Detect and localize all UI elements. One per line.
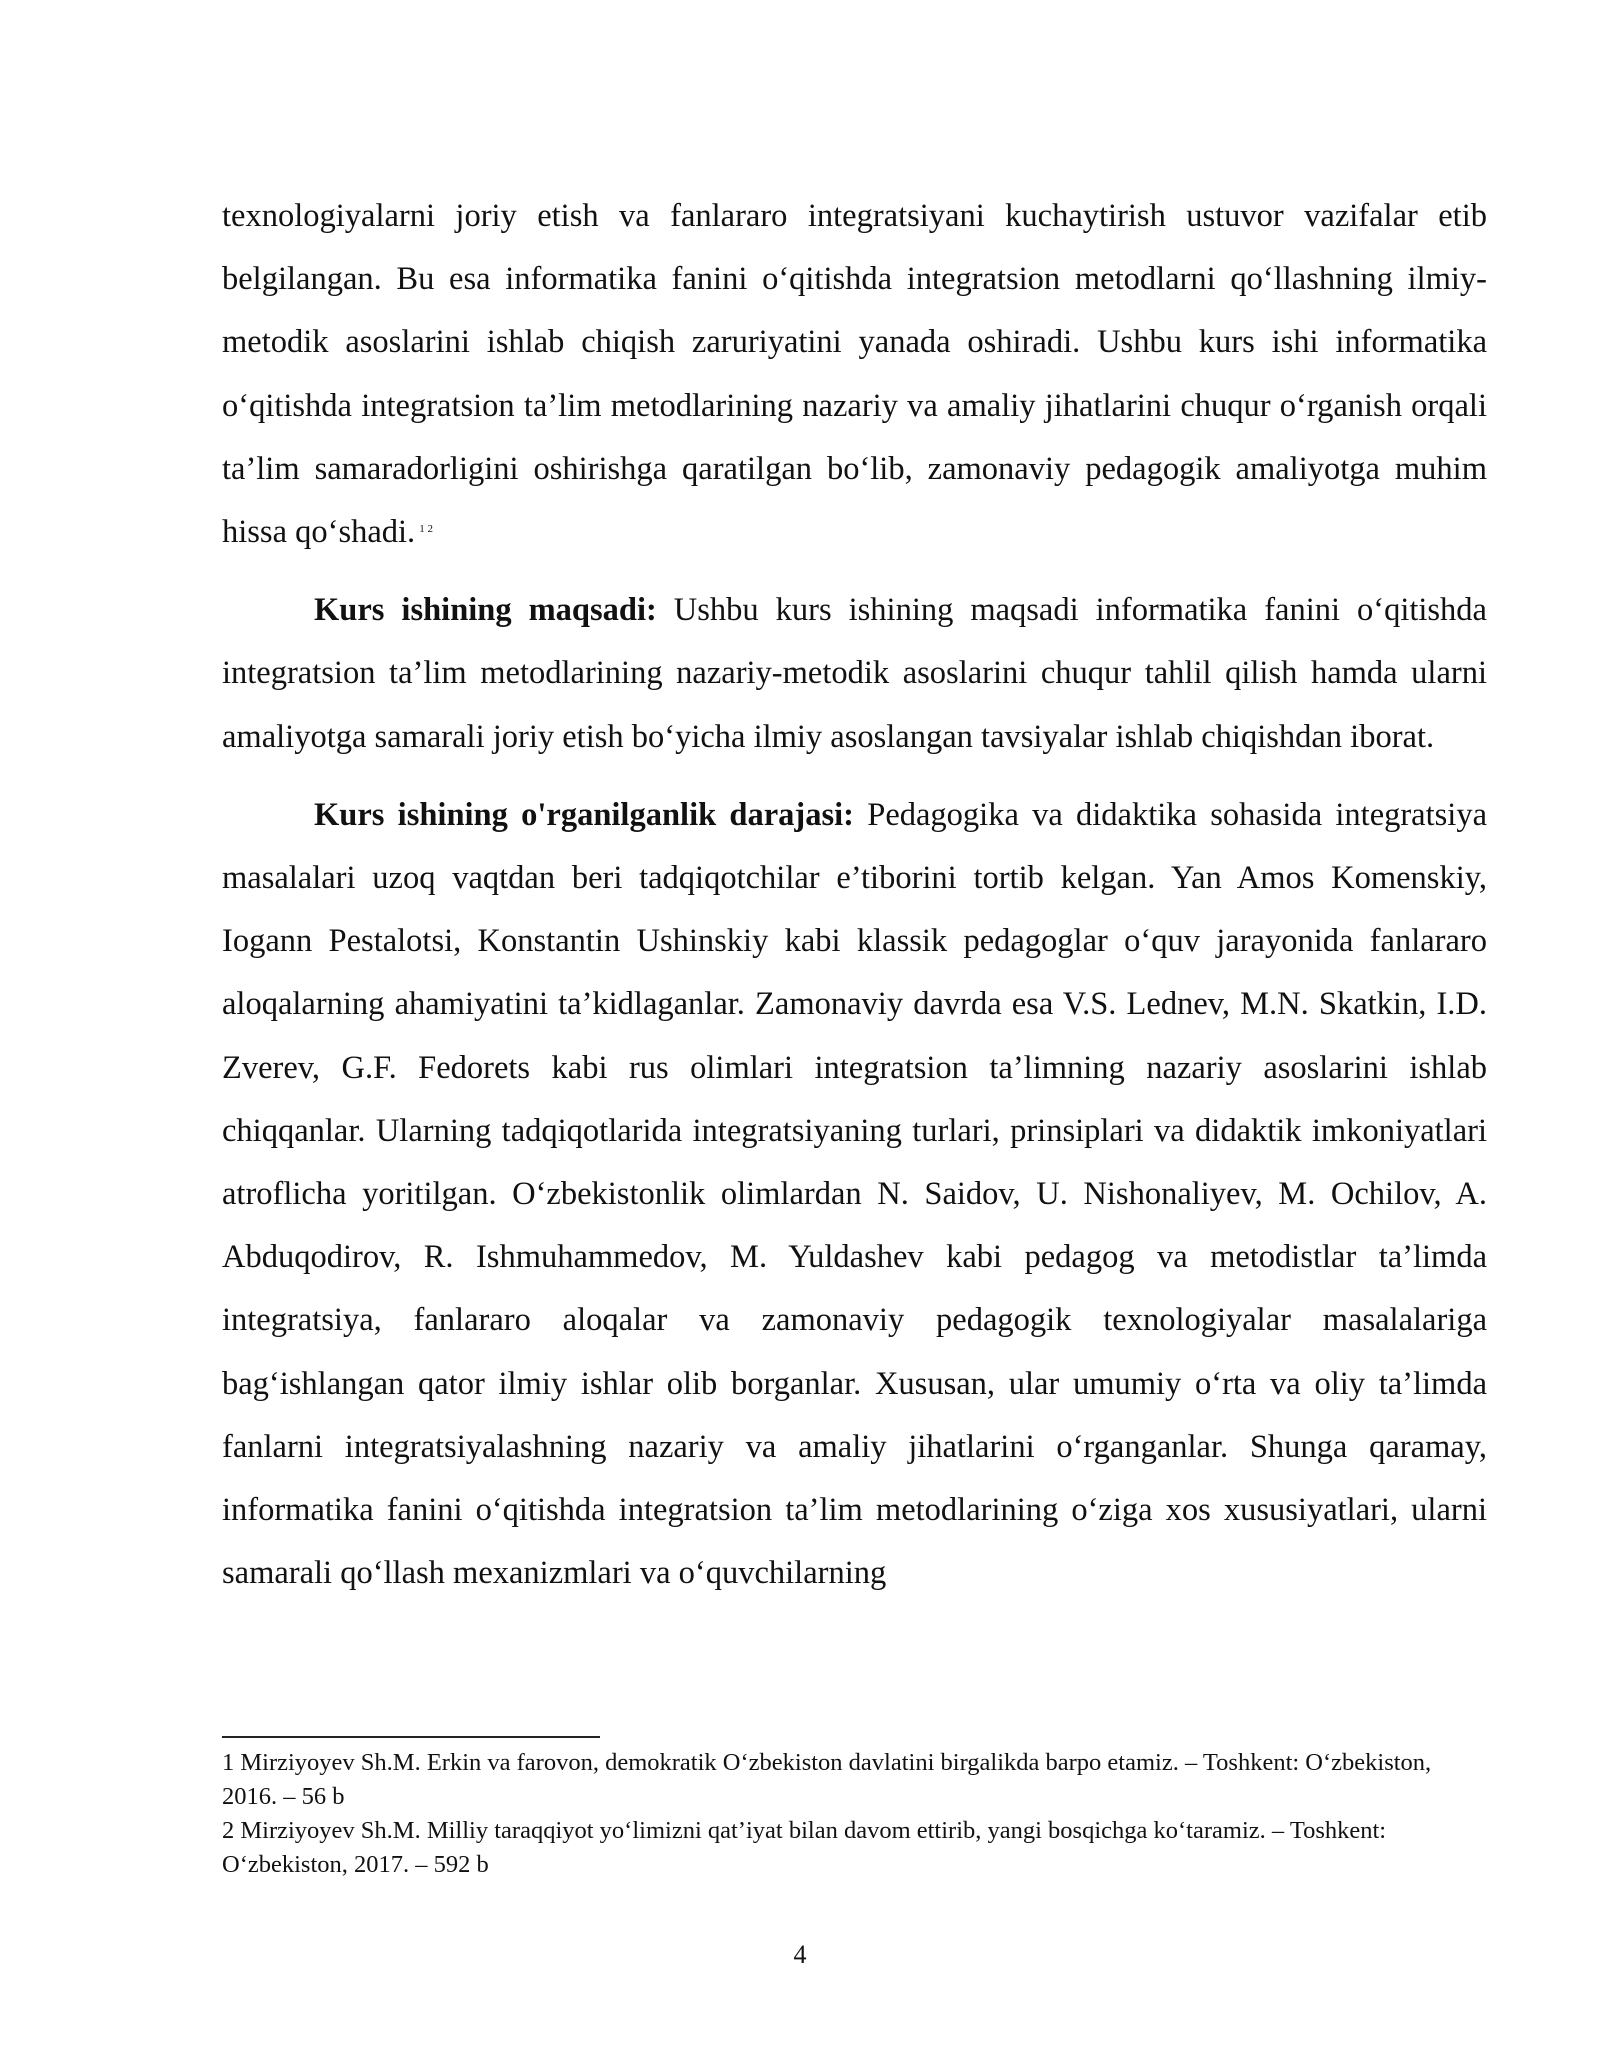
- footnotes: [222, 1746, 1492, 1882]
- paragraph-1: [222, 185, 1487, 564]
- paragraph-purpose: [222, 579, 1487, 769]
- study-level-heading: Kurs ishining o'rganilganlik darajasi:: [314, 796, 854, 833]
- body-text: [222, 185, 1487, 1605]
- footnote-separator: [222, 1736, 600, 1738]
- purpose-text: Ushbu kurs ishining maqsadi informatika fanini o‘qitishda integratsion ta’lim metodlarining nazariy-metodik asoslarini chuqur tahlil qilish hamda ularni amaliyotga samarali joriy etish bo‘yicha ilmiy asoslangan tavsiyalar ishlab chiqishdan iborat.: [222, 592, 1487, 755]
- footnote-2: 2 Mirziyoyev Sh.M. Milliy taraqqiyot yo‘limizni qat’iyat bilan davom ettirib, yangi bosqichga ko‘taramiz. – Toshkent: O‘zbekiston, 2017. – 592 b: [222, 1817, 1387, 1878]
- page-number: 4: [793, 1940, 807, 1969]
- footnote-1: 1 Mirziyoyev Sh.M. Erkin va farovon, demokratik O‘zbekiston davlatini birgalikda barpo etamiz. – Toshkent: O‘zbekiston, 2016. – 56 b: [222, 1749, 1432, 1810]
- paragraph-study-level: [222, 784, 1487, 1606]
- paragraph-1-text: texnologiyalarni joriy etish va fanlararo integratsiyani kuchaytirish ustuvor vazifalar etib belgilangan. Bu esa informatika fanini o‘qitishda integratsion metodlarni qo‘llashning ilmiy-metodik asoslarini ishlab chiqish zaruriyatini yanada oshiradi. Ushbu kurs ishi informatika o‘qitishda integratsion ta’lim metodlarining nazariy va amaliy jihatlarini chuqur o‘rganish orqali ta’lim samaradorligini oshirishga qaratilgan bo‘lib, zamonaviy pedagogik amaliyotga muhim hissa qo‘shadi.: [222, 198, 1487, 551]
- study-level-text: Pedagogika va didaktika sohasida integratsiya masalalari uzoq vaqtdan beri tadqiqotchilar e’tiborini tortib kelgan. Yan Amos Komenskiy, Iogann Pestalotsi, Konstantin Ushinskiy kabi klassik pedagoglar o‘quv jarayonida fanlararo aloqalarning ahamiyatini ta’kidlaganlar. Zamonaviy davrda esa V.S. Lednev, M.N. Skatkin, I.D. Zverev, G.F. Fedorets kabi rus olimlari integratsion ta’limning nazariy asoslarini ishlab chiqqanlar. Ularning tadqiqotlarida integratsiyaning turlari, prinsiplari va didaktik imkoniyatlari atroflicha yoritilgan. O‘zbekistonlik olimlardan N. Saidov, U. Nishonaliyev, M. Ochilov, A. Abduqodirov, R. Ishmuhammedov, M. Yuldashev kabi pedagog va metodistlar ta’limda integratsiya, fanlararo aloqalar va zamonaviy pedagogik texnologiyalar masalalariga bag‘ishlangan qator ilmiy ishlar olib borganlar. Xususan, ular umumiy o‘rta va oliy ta’limda fanlarni integratsiyalashning nazariy va amaliy jihatlarini o‘rganganlar. Shunga qaramay, informatika fanini o‘qitishda integratsion ta’lim metodlarining o‘ziga xos xususiyatlari, ularni samarali qo‘llash mexanizmlari va o‘quvchilarning: [222, 796, 1487, 1592]
- footnote-references: 1 2: [419, 523, 433, 536]
- purpose-heading: Kurs ishining maqsadi:: [314, 592, 657, 629]
